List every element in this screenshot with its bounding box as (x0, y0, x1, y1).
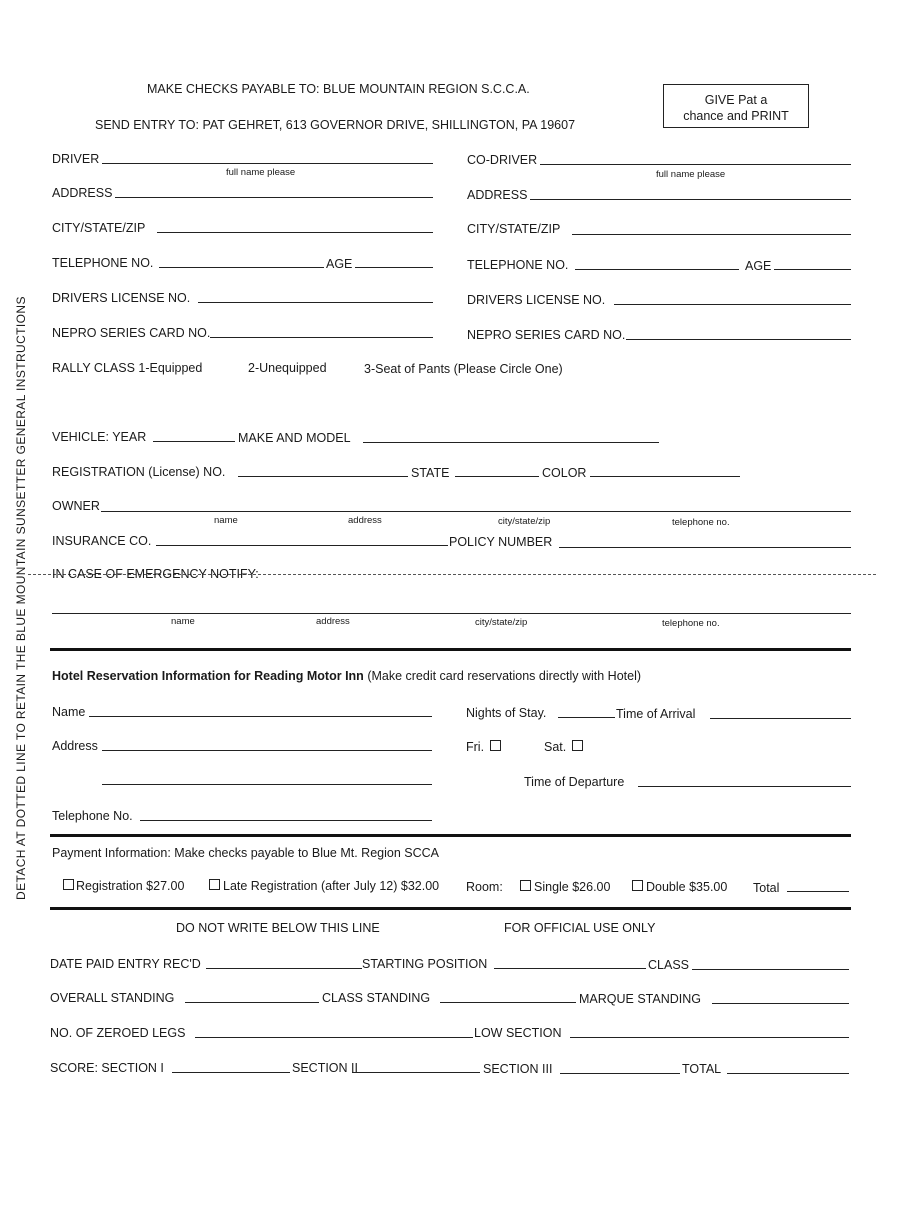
score-total-field[interactable] (727, 1073, 849, 1074)
driver-address-field[interactable] (115, 197, 433, 198)
registration-label: Registration $27.00 (76, 879, 185, 893)
hotel-title (52, 669, 641, 683)
hotel-name-field[interactable] (89, 716, 432, 717)
class-field[interactable] (692, 969, 849, 970)
saturday-checkbox[interactable] (572, 740, 583, 751)
hotel-telephone-label: Telephone No. (52, 809, 133, 823)
arrival-label: Time of Arrival (616, 707, 696, 721)
color-label: COLOR (542, 466, 587, 480)
state-label: STATE (411, 466, 450, 480)
driver-field[interactable] (102, 163, 433, 164)
hotel-title-bold: Hotel Reservation Information for Reading Motor Inn (52, 669, 364, 683)
late-registration-label: Late Registration (after July 12) $32.00 (223, 879, 440, 893)
room-label: Room: (466, 880, 503, 894)
driver-city-field[interactable] (157, 232, 433, 233)
make-model-label: MAKE AND MODEL (238, 431, 351, 445)
owner-city-hint: city/state/zip (498, 516, 551, 527)
arrival-field[interactable] (710, 718, 851, 719)
codriver-telephone-label: TELEPHONE NO. (467, 258, 569, 272)
codriver-license-field[interactable] (614, 304, 851, 305)
score-total-label: TOTAL (682, 1062, 722, 1076)
low-section-field[interactable] (570, 1037, 849, 1038)
late-registration-checkbox[interactable] (209, 879, 220, 890)
owner-field[interactable] (101, 511, 851, 512)
codriver-name-hint: full name please (656, 169, 726, 180)
owner-label: OWNER (52, 499, 100, 513)
codriver-field[interactable] (540, 164, 851, 165)
driver-age-field[interactable] (355, 267, 433, 268)
section-divider-hotel (50, 648, 851, 651)
driver-telephone-label: TELEPHONE NO. (52, 256, 154, 270)
starting-position-label: STARTING POSITION (362, 957, 488, 971)
insurance-label: INSURANCE CO. (52, 534, 152, 548)
codriver-nepro-label: NEPRO SERIES CARD NO. (467, 328, 626, 342)
section-divider-payment (50, 834, 851, 837)
detach-instruction: DETACH AT DOTTED LINE TO RETAIN THE BLUE MOUNTAIN SUNSETTER GENERAL INSTRUCTIONS (14, 296, 28, 900)
owner-address-hint: address (348, 515, 382, 526)
departure-field[interactable] (638, 786, 851, 787)
departure-label: Time of Departure (524, 775, 625, 789)
hotel-address-label: Address (52, 739, 98, 753)
emergency-name-hint: name (171, 616, 195, 627)
zeroed-legs-field[interactable] (195, 1037, 473, 1038)
driver-address-label: ADDRESS (52, 186, 113, 200)
overall-standing-label: OVERALL STANDING (50, 991, 175, 1005)
total-field[interactable] (787, 891, 849, 892)
owner-telephone-hint: telephone no. (672, 517, 730, 528)
date-paid-label: DATE PAID ENTRY REC'D (50, 957, 201, 971)
single-room-checkbox[interactable] (520, 880, 531, 891)
registration-label: REGISTRATION (License) NO. (52, 465, 226, 479)
emergency-city-hint: city/state/zip (475, 617, 528, 628)
driver-nepro-field[interactable] (210, 337, 433, 338)
hotel-telephone-field[interactable] (140, 820, 432, 821)
codriver-age-label: AGE (745, 259, 772, 273)
score-section1-label: SCORE: SECTION I (50, 1061, 164, 1075)
friday-label: Fri. (466, 740, 485, 754)
codriver-license-label: DRIVERS LICENSE NO. (467, 293, 606, 307)
emergency-field[interactable] (52, 613, 851, 614)
codriver-address-field[interactable] (530, 199, 851, 200)
policy-field[interactable] (559, 547, 851, 548)
section2-field[interactable] (352, 1072, 480, 1073)
driver-name-hint: full name please (226, 167, 296, 178)
codriver-label: CO-DRIVER (467, 153, 538, 167)
print-notice-line2: chance and PRINT (683, 109, 789, 123)
zeroed-legs-label: NO. OF ZEROED LEGS (50, 1026, 186, 1040)
print-notice-box (663, 84, 809, 128)
state-field[interactable] (455, 476, 539, 477)
driver-label: DRIVER (52, 152, 100, 166)
date-paid-field[interactable] (206, 968, 362, 969)
codriver-address-label: ADDRESS (467, 188, 528, 202)
emergency-label: IN CASE OF EMERGENCY NOTIFY: (52, 567, 259, 581)
saturday-label: Sat. (544, 740, 567, 754)
hotel-address-field[interactable] (102, 750, 432, 751)
double-room-label: Double $35.00 (646, 880, 728, 894)
insurance-field[interactable] (156, 545, 448, 546)
hotel-address-field-2[interactable] (102, 784, 432, 785)
nights-field[interactable] (558, 717, 615, 718)
driver-license-label: DRIVERS LICENSE NO. (52, 291, 191, 305)
checks-payable-text: MAKE CHECKS PAYABLE TO: BLUE MOUNTAIN REGION S.C.C.A. (147, 82, 530, 96)
policy-label: POLICY NUMBER (449, 535, 553, 549)
overall-standing-field[interactable] (185, 1002, 319, 1003)
registration-field[interactable] (238, 476, 408, 477)
codriver-telephone-field[interactable] (575, 269, 739, 270)
friday-checkbox[interactable] (490, 740, 501, 751)
starting-position-field[interactable] (494, 968, 646, 969)
score-section1-field[interactable] (172, 1072, 290, 1073)
hotel-title-note: (Make credit card reservations directly with Hotel) (367, 669, 642, 683)
codriver-nepro-field[interactable] (626, 339, 851, 340)
marque-standing-field[interactable] (712, 1003, 849, 1004)
driver-age-label: AGE (326, 257, 353, 271)
class-label: CLASS (648, 958, 689, 972)
nights-label: Nights of Stay. (466, 706, 547, 720)
do-not-write-notice: DO NOT WRITE BELOW THIS LINE (176, 921, 380, 935)
codriver-city-field[interactable] (572, 234, 851, 235)
marque-standing-label: MARQUE STANDING (579, 992, 701, 1006)
section3-field[interactable] (560, 1073, 680, 1074)
section3-label: SECTION III (483, 1062, 553, 1076)
vehicle-year-label: VEHICLE: YEAR (52, 430, 147, 444)
rally-class-3[interactable]: 3-Seat of Pants (Please Circle One) (364, 362, 563, 376)
codriver-city-label: CITY/STATE/ZIP (467, 222, 561, 236)
single-room-label: Single $26.00 (534, 880, 611, 894)
payment-info: Payment Information: Make checks payable to Blue Mt. Region SCCA (52, 846, 439, 860)
hotel-name-label: Name (52, 705, 86, 719)
rally-class-1[interactable]: RALLY CLASS 1-Equipped (52, 361, 203, 375)
make-model-field[interactable] (363, 442, 659, 443)
class-standing-field[interactable] (440, 1002, 576, 1003)
rally-class-2[interactable]: 2-Unequipped (248, 361, 327, 375)
low-section-label: LOW SECTION (474, 1026, 562, 1040)
owner-name-hint: name (214, 515, 238, 526)
emergency-telephone-hint: telephone no. (662, 618, 720, 629)
color-field[interactable] (590, 476, 740, 477)
registration-checkbox[interactable] (63, 879, 74, 890)
total-label: Total (753, 881, 780, 895)
print-notice-line1: GIVE Pat a (704, 93, 768, 107)
official-use-notice: FOR OFFICIAL USE ONLY (504, 921, 656, 935)
codriver-age-field[interactable] (774, 269, 851, 270)
driver-license-field[interactable] (198, 302, 433, 303)
driver-telephone-field[interactable] (159, 267, 324, 268)
vehicle-year-field[interactable] (153, 441, 235, 442)
class-standing-label: CLASS STANDING (322, 991, 431, 1005)
send-entry-text: SEND ENTRY TO: PAT GEHRET, 613 GOVERNOR DRIVE, SHILLINGTON, PA 19607 (95, 118, 576, 132)
double-room-checkbox[interactable] (632, 880, 643, 891)
emergency-address-hint: address (316, 616, 350, 627)
section-divider-official (50, 907, 851, 910)
driver-city-label: CITY/STATE/ZIP (52, 221, 146, 235)
section2-label: SECTION II (292, 1061, 358, 1075)
driver-nepro-label: NEPRO SERIES CARD NO. (52, 326, 211, 340)
